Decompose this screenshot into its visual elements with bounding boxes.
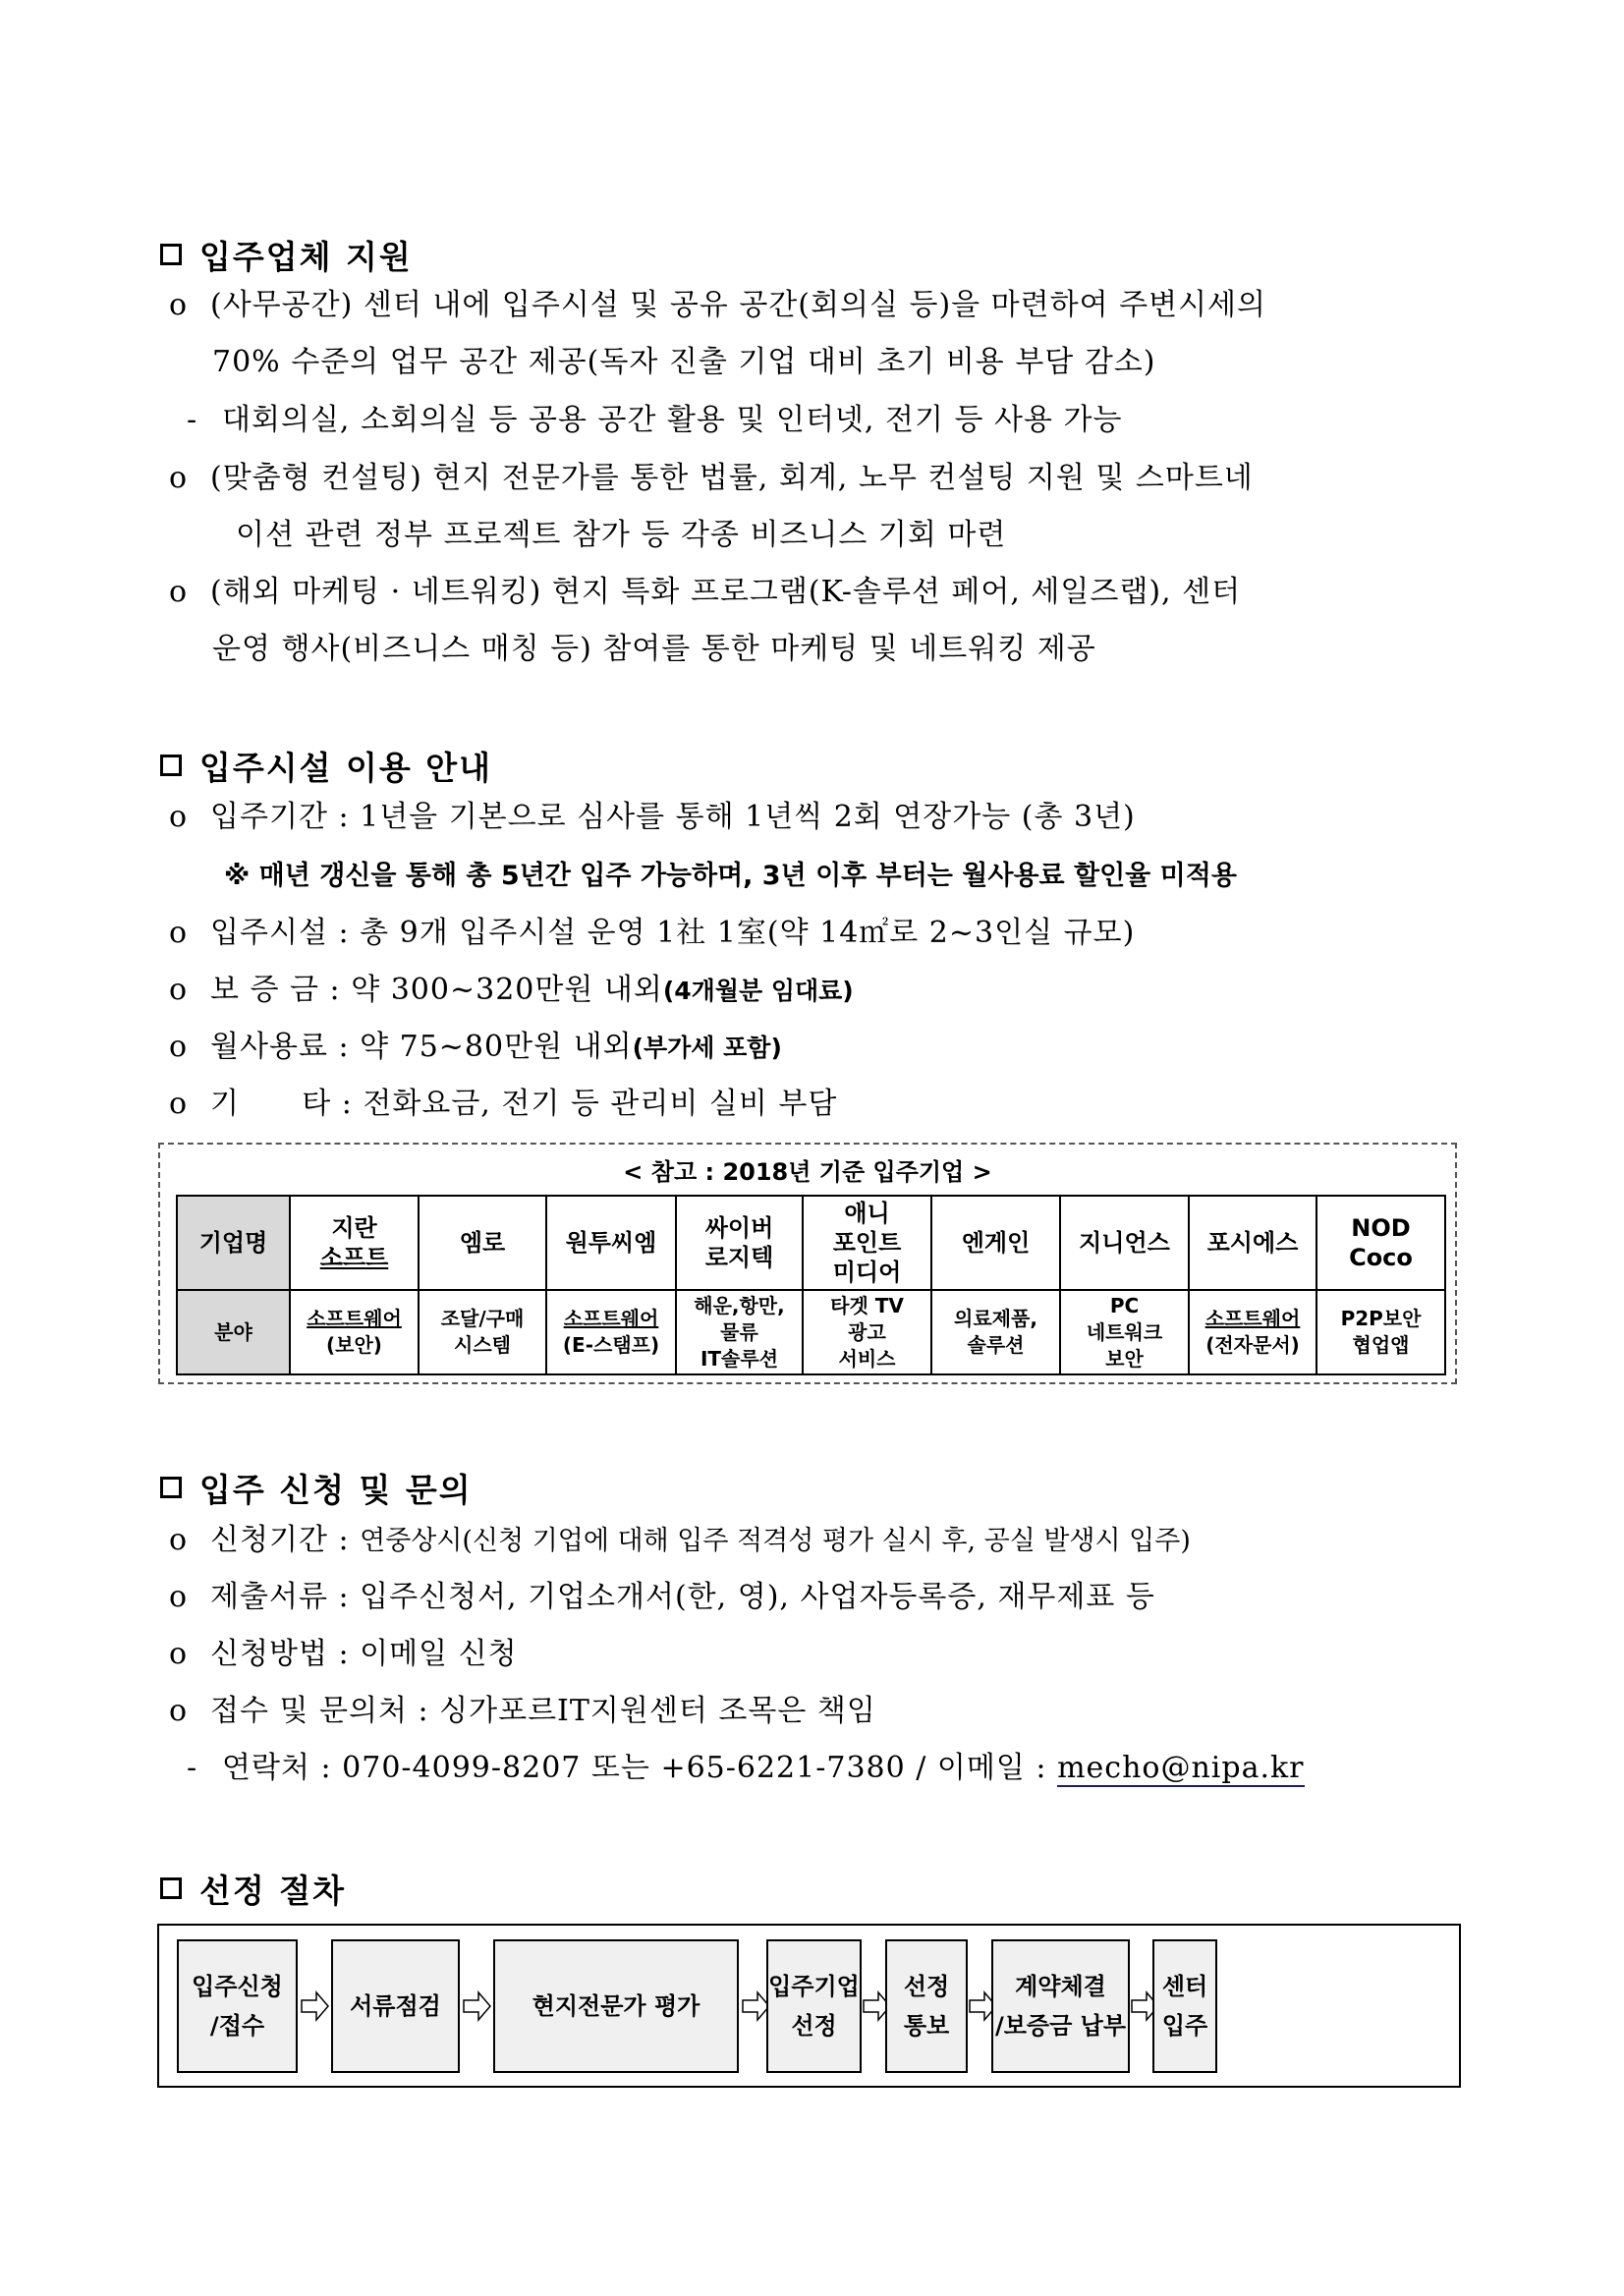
field-cell: 조달/구매 시스템 bbox=[419, 1290, 546, 1374]
continuation-line: 이션 관련 정부 프로젝트 참가 등 각종 비즈니스 기회 마련 bbox=[236, 518, 1007, 552]
step-local-expert-evaluation: 현지전문가 평가 bbox=[493, 1939, 739, 2073]
facility-item-facility: o 입주시설 : 총 9개 입주시설 운영 1社 1室(약 14㎡로 2~3인실 규모) bbox=[169, 916, 1136, 950]
step-move-in: 센터 입주 bbox=[1152, 1939, 1217, 2073]
step-application: 입주신청 /접수 bbox=[177, 1939, 298, 2073]
field-cell: 타겟 TV 광고 서비스 bbox=[803, 1290, 931, 1374]
bullet-line: o (사무공간) 센터 내에 입주시설 및 공유 공간(회의실 등)을 마련하여 주변시세의 bbox=[169, 288, 1267, 322]
company-cell: 싸이버 로지텍 bbox=[676, 1196, 803, 1290]
step-contract-deposit: 계약체결 /보증금 납부 bbox=[991, 1939, 1130, 2073]
facility-item-other: o 기 타 : 전화요금, 전기 등 관리비 실비 부담 bbox=[169, 1087, 838, 1121]
facility-item-monthly-fee: o 월사용료 : 약 75~80만원 내외(부가세 포함) bbox=[169, 1030, 782, 1064]
right-arrow-icon bbox=[463, 1990, 492, 2022]
email-link[interactable]: mecho@nipa.kr bbox=[1057, 1751, 1305, 1785]
row-header: 분야 bbox=[177, 1290, 290, 1374]
company-cell: 지니언스 bbox=[1060, 1196, 1189, 1290]
step-tenant-selection: 입주기업 선정 bbox=[766, 1939, 862, 2073]
application-item-period: o 신청기간 : 연중상시(신청 기업에 대해 입주 적격성 평가 실시 후, 공실 발생시 입주) bbox=[169, 1523, 1191, 1557]
facility-item-deposit: o 보 증 금 : 약 300~320만원 내외(4개월분 임대료) bbox=[169, 973, 854, 1007]
field-cell: P2P보안 협업앱 bbox=[1316, 1290, 1445, 1374]
company-cell: 애니 포인트 미디어 bbox=[803, 1196, 931, 1290]
checkbox-square-icon bbox=[160, 1477, 182, 1498]
field-cell: 해운,항만, 물류 IT솔루션 bbox=[676, 1290, 803, 1374]
company-cell: 지란 소프트 bbox=[290, 1196, 419, 1290]
section-heading-selection-process: 선정 절차 bbox=[160, 1867, 346, 1910]
company-cell: NOD Coco bbox=[1316, 1196, 1445, 1290]
continuation-line: 운영 행사(비즈니스 매칭 등) 참여를 통한 마케팅 및 네트워킹 제공 bbox=[212, 632, 1096, 666]
section-heading-application: 입주 신청 및 문의 bbox=[160, 1466, 473, 1509]
step-document-review: 서류점검 bbox=[331, 1939, 460, 2073]
section-heading-tenant-support: 입주업체 지원 bbox=[160, 233, 413, 276]
section-heading-facility-guide: 입주시설 이용 안내 bbox=[160, 744, 492, 787]
selection-process-flow bbox=[157, 1924, 1461, 2088]
company-cell: 엠로 bbox=[419, 1196, 546, 1290]
phone-number-singapore: +65-6221-7380 bbox=[660, 1751, 906, 1785]
field-cell: PC 네트워크 보안 bbox=[1060, 1290, 1189, 1374]
checkbox-square-icon bbox=[160, 1877, 182, 1899]
reference-caption: < 참고 : 2018년 기준 입주기업 > bbox=[623, 1158, 992, 1186]
application-item-method: o 신청방법 : 이메일 신청 bbox=[169, 1637, 518, 1671]
checkbox-square-icon bbox=[160, 244, 182, 265]
facility-item-period: o 입주기간 : 1년을 기본으로 심사를 통해 1년씩 2회 연장가능 (총 3년) bbox=[169, 800, 1136, 834]
contact-line: - 연락처 : 070-4099-8207 또는 +65-6221-7380 / 이메일 : mecho@nipa.kr bbox=[187, 1751, 1305, 1785]
table-row-fields bbox=[177, 1290, 1445, 1374]
reference-box bbox=[158, 1143, 1457, 1384]
company-cell: 엔게인 bbox=[931, 1196, 1060, 1290]
step-selection-notice: 선정 통보 bbox=[885, 1939, 968, 2073]
bullet-line: o (맞춤형 컨설팅) 현지 전문가를 통한 법률, 회계, 노무 컨설팅 지원 및 스마트네 bbox=[169, 461, 1254, 495]
row-header: 기업명 bbox=[177, 1196, 290, 1290]
table-row-company-names bbox=[177, 1196, 1445, 1290]
field-cell: 소프트웨어 (전자문서) bbox=[1189, 1290, 1316, 1374]
company-cell: 원투씨엠 bbox=[546, 1196, 676, 1290]
sub-bullet-line: - 대회의실, 소회의실 등 공용 공간 활용 및 인터넷, 전기 등 사용 가능 bbox=[187, 403, 1123, 437]
phone-number-korea: 070-4099-8207 bbox=[342, 1751, 582, 1785]
application-item-contact-office: o 접수 및 문의처 : 싱가포르IT지원센터 조목은 책임 bbox=[169, 1694, 876, 1728]
remark-note: ※ 매년 갱신을 통해 총 5년간 입주 가능하며, 3년 이후 부터는 월사용료 할인율 미적용 bbox=[224, 861, 1237, 891]
bullet-line: o (해외 마케팅 · 네트워킹) 현지 특화 프로그램(K-솔루션 페어, 세일즈랩), 센터 bbox=[169, 575, 1242, 609]
tenant-companies-table bbox=[176, 1195, 1446, 1375]
checkbox-square-icon bbox=[160, 755, 182, 776]
field-cell: 소프트웨어 (보안) bbox=[290, 1290, 419, 1374]
application-item-documents: o 제출서류 : 입주신청서, 기업소개서(한, 영), 사업자등록증, 재무제표 등 bbox=[169, 1580, 1155, 1614]
continuation-line: 70% 수준의 업무 공간 제공(독자 진출 기업 대비 초기 비용 부담 감소) bbox=[212, 345, 1156, 379]
company-cell: 포시에스 bbox=[1189, 1196, 1316, 1290]
field-cell: 소프트웨어 (E-스탬프) bbox=[546, 1290, 676, 1374]
right-arrow-icon bbox=[301, 1990, 330, 2022]
field-cell: 의료제품, 솔루션 bbox=[931, 1290, 1060, 1374]
